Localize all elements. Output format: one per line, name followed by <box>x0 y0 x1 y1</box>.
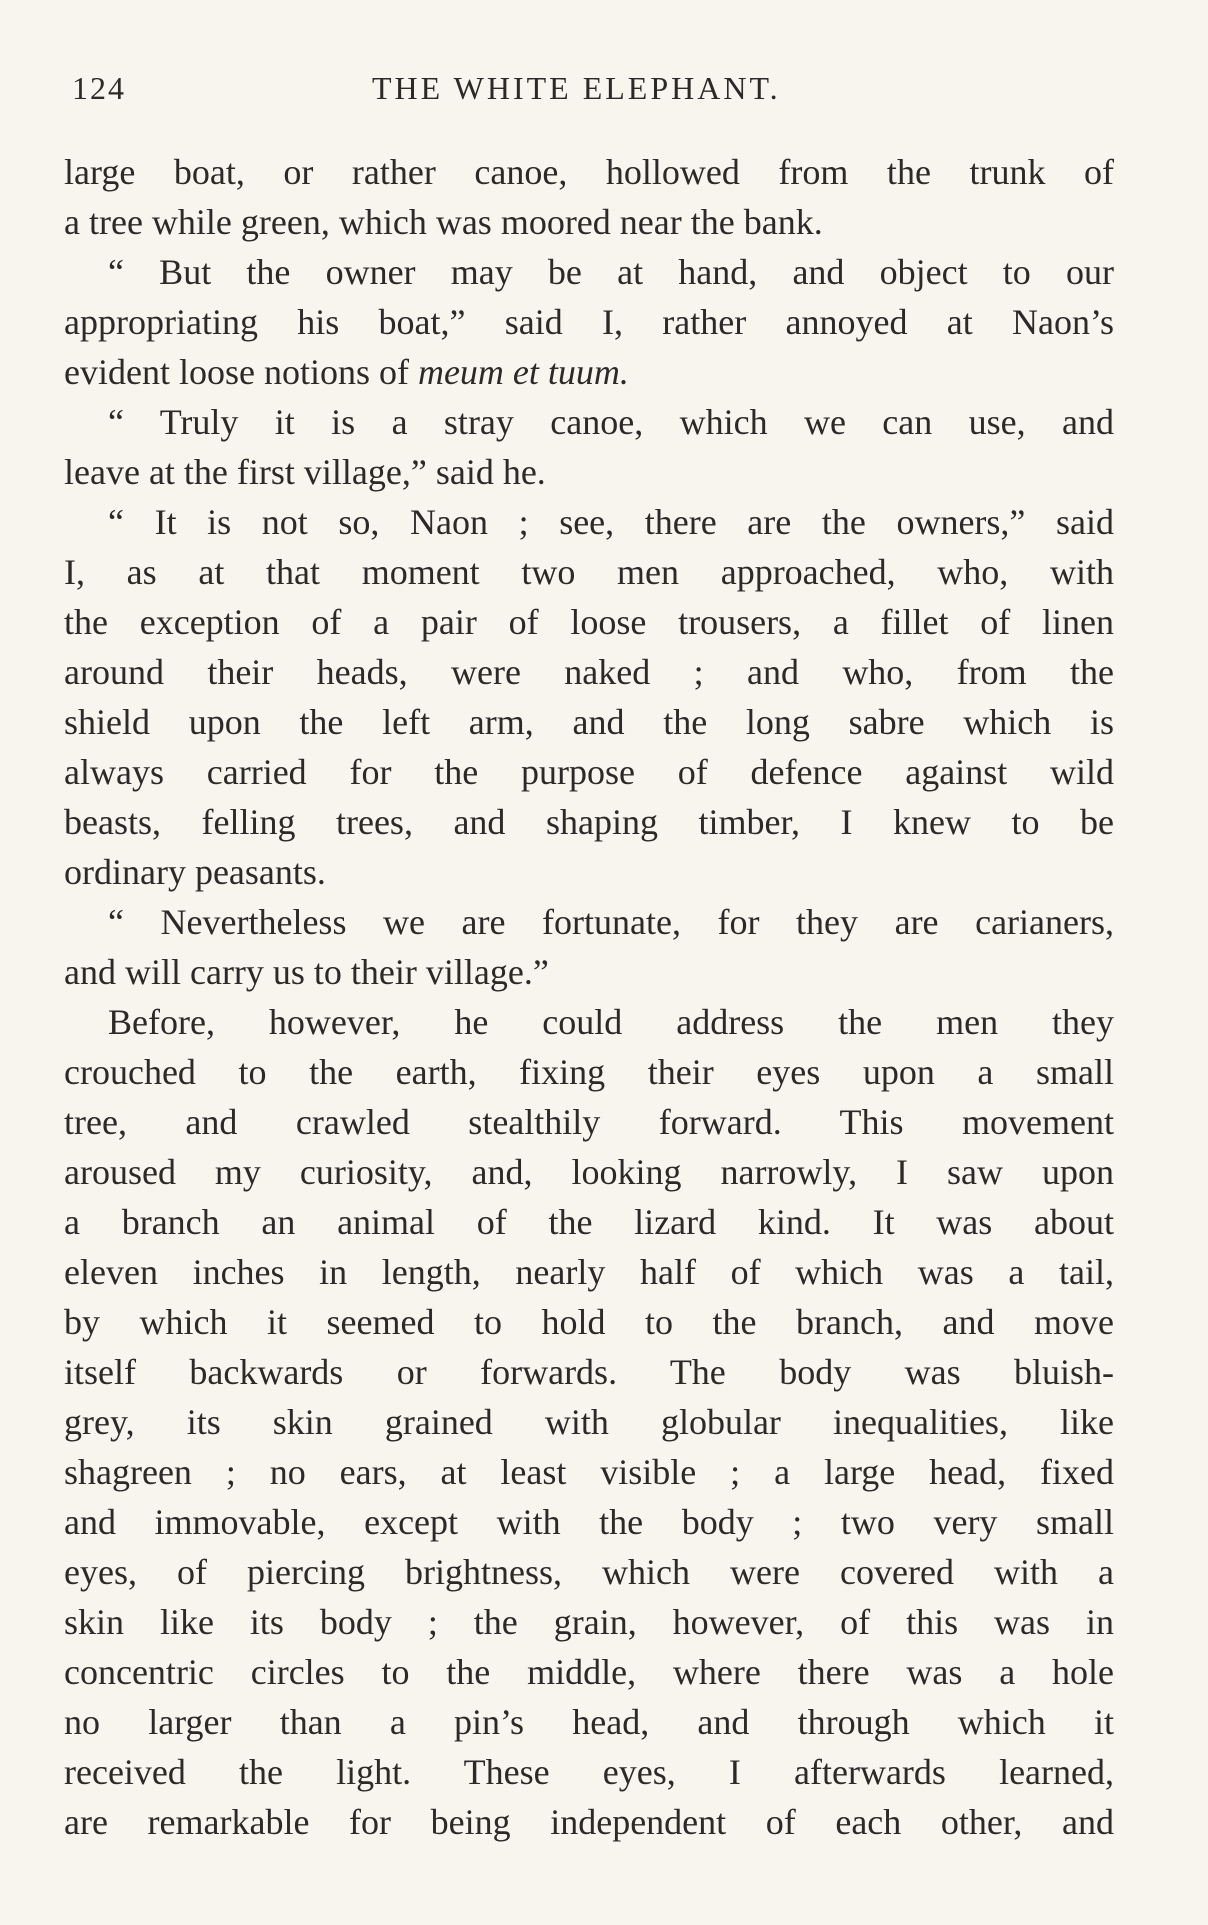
running-head <box>64 70 1120 110</box>
text-line-content: received the light. These eyes, I afterwards learned, <box>64 1752 1114 1792</box>
text-line <box>64 997 1114 1047</box>
text-line <box>64 797 1114 847</box>
text-line-content: itself backwards or forwards. The body was bluish- <box>64 1352 1114 1392</box>
text-line-content: no larger than a pin’s head, and through which it <box>64 1702 1114 1742</box>
text-line <box>64 747 1114 797</box>
text-line-content: and will carry us to their village.” <box>64 952 549 992</box>
text-line-content: aroused my curiosity, and, looking narrowly, I saw upon <box>64 1152 1114 1192</box>
text-line <box>64 1397 1114 1447</box>
text-line-content: the exception of a pair of loose trousers, a fillet of linen <box>64 602 1114 642</box>
text-line-content: and immovable, except with the body ; two very small <box>64 1502 1114 1542</box>
text-line <box>64 1347 1114 1397</box>
text-line-content: concentric circles to the middle, where there was a hole <box>64 1652 1114 1692</box>
body-text <box>64 147 1114 1847</box>
text-line <box>64 147 1114 197</box>
text-line <box>64 947 1114 997</box>
text-line <box>64 397 1114 447</box>
text-line-content: beasts, felling trees, and shaping timber, I knew to be <box>64 802 1114 842</box>
text-line <box>64 897 1114 947</box>
text-line <box>64 1547 1114 1597</box>
page-number: 124 <box>72 70 126 106</box>
text-line-content: appropriating his boat,” said I, rather annoyed at Naon’s <box>64 302 1114 342</box>
text-line <box>64 1197 1114 1247</box>
text-line-content: a branch an animal of the lizard kind. It was about <box>64 1202 1114 1242</box>
text-line-content: ordinary peasants. <box>64 852 326 892</box>
text-line-content: around their heads, were naked ; and who, from the <box>64 652 1114 692</box>
text-line <box>64 1497 1114 1547</box>
text-line-content: crouched to the earth, fixing their eyes upon a small <box>64 1052 1114 1092</box>
text-line-content: by which it seemed to hold to the branch, and move <box>64 1302 1114 1342</box>
text-line <box>64 447 1114 497</box>
italic-phrase: meum et tuum. <box>417 352 629 392</box>
text-line-content: always carried for the purpose of defence against wild <box>64 752 1114 792</box>
text-line-content: a tree while green, which was moored near the bank. <box>64 202 823 242</box>
text-line <box>64 1797 1114 1847</box>
text-line <box>64 297 1114 347</box>
text-line <box>64 1697 1114 1747</box>
text-line-content: eyes, of piercing brightness, which were covered with a <box>64 1552 1114 1592</box>
text-line <box>64 1147 1114 1197</box>
text-line <box>64 197 1114 247</box>
text-line-content: evident loose notions of <box>64 352 418 392</box>
text-line <box>64 1647 1114 1697</box>
text-line <box>64 1247 1114 1297</box>
text-line <box>64 347 1114 397</box>
text-line <box>64 1447 1114 1497</box>
text-line-content: “ It is not so, Naon ; see, there are the owners,” said <box>108 502 1114 542</box>
text-line-content: shield upon the left arm, and the long sabre which is <box>64 702 1114 742</box>
text-line-content: eleven inches in length, nearly half of which was a tail, <box>64 1252 1114 1292</box>
text-line-content: leave at the first village,” said he. <box>64 452 546 492</box>
text-line-content: tree, and crawled stealthily forward. This movement <box>64 1102 1114 1142</box>
text-line-content: “ Nevertheless we are fortunate, for they are carianers, <box>108 902 1114 942</box>
text-line <box>64 1747 1114 1797</box>
book-title: THE WHITE ELEPHANT. <box>372 70 781 106</box>
text-line <box>64 497 1114 547</box>
text-line-content: skin like its body ; the grain, however, of this was in <box>64 1602 1114 1642</box>
text-line <box>64 847 1114 897</box>
text-line <box>64 697 1114 747</box>
text-line-content: grey, its skin grained with globular inequalities, like <box>64 1402 1114 1442</box>
text-line <box>64 597 1114 647</box>
text-line <box>64 1097 1114 1147</box>
text-line-content: I, as at that moment two men approached, who, with <box>64 552 1114 592</box>
text-line <box>64 1047 1114 1097</box>
text-line <box>64 247 1114 297</box>
text-line <box>64 547 1114 597</box>
text-line <box>64 1297 1114 1347</box>
text-line-content: shagreen ; no ears, at least visible ; a large head, fixed <box>64 1452 1114 1492</box>
text-line-content: “ Truly it is a stray canoe, which we can use, and <box>108 402 1114 442</box>
text-line <box>64 647 1114 697</box>
text-line-content: “ But the owner may be at hand, and object to our <box>108 252 1114 292</box>
text-line-content: are remarkable for being independent of each other, and <box>64 1802 1114 1842</box>
text-line-content: large boat, or rather canoe, hollowed from the trunk of <box>64 152 1114 192</box>
text-line-content: Before, however, he could address the men they <box>108 1002 1114 1042</box>
text-line <box>64 1597 1114 1647</box>
